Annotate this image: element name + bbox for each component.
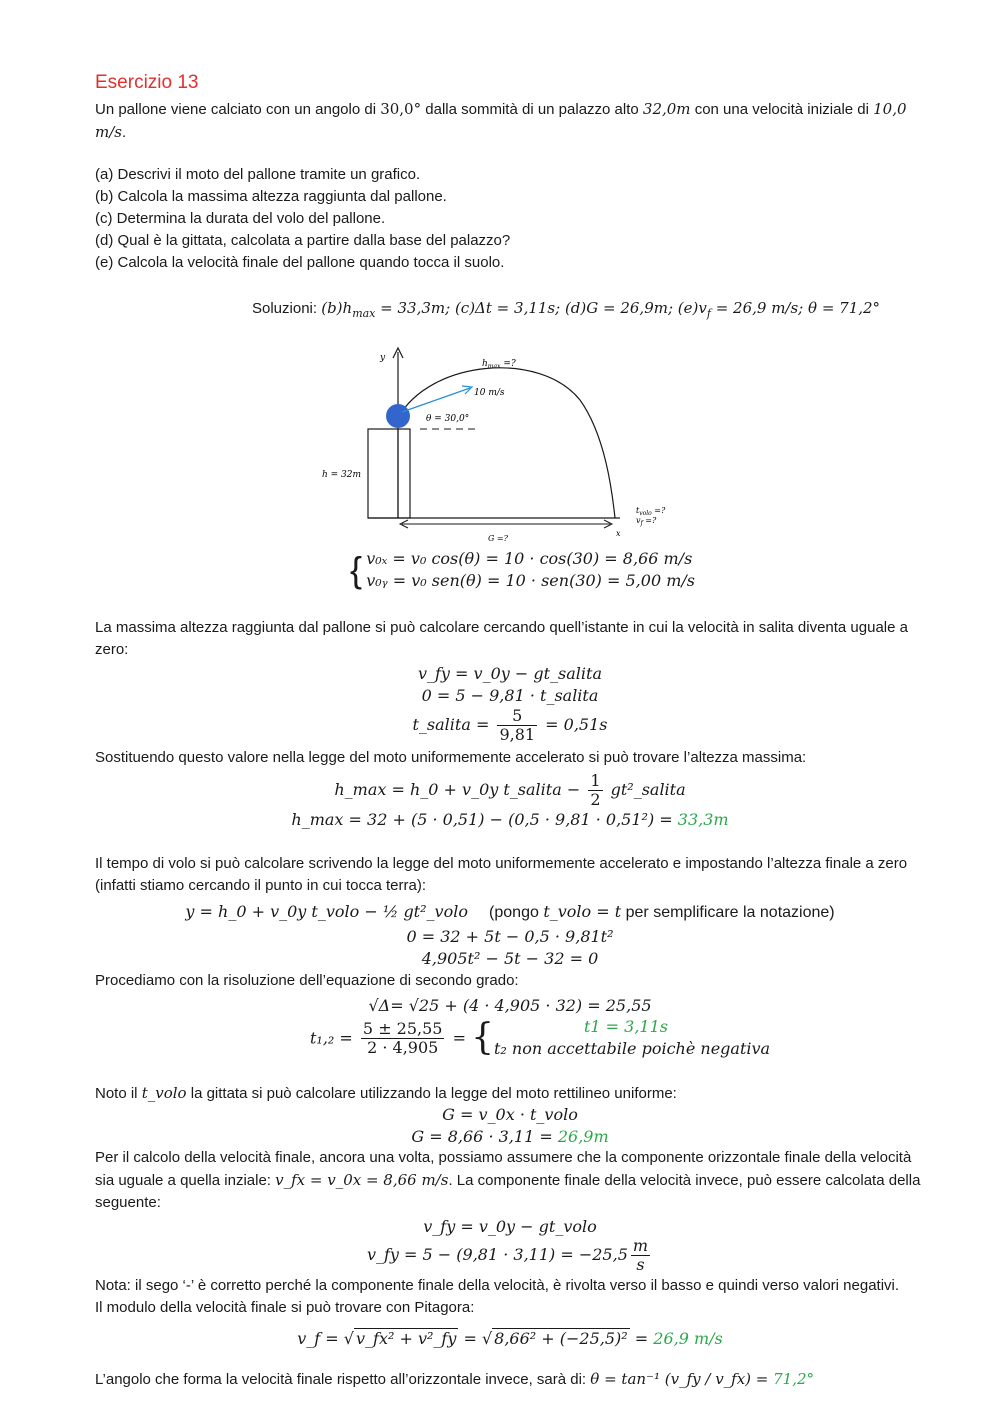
final-velocity-eq1: v_fy = v_0y − gt_volo <box>423 1217 597 1236</box>
tvolo-label: $t_{volo}$ =? <box>636 506 666 517</box>
vf-label: $v_f$ =? <box>636 516 657 527</box>
height-label: h = 32m <box>322 470 362 480</box>
question-d: (d) Qual è la gittata, calcolata a partire dalla base del palazzo? <box>95 232 511 249</box>
final-velocity-eq3: v_f = √ v_fx² + v²_fy = √ 8,66² + (−25,5)² = 26,9 m/s <box>297 1329 723 1348</box>
trajectory-diagram <box>310 340 690 550</box>
range-eq1: G = v_0x · t_volo <box>442 1105 578 1124</box>
final-velocity-note: Nota: il sego ‘-’ è corretto perché la componente finale della velocità, è rivolta verso il basso e quindi verso valori negativi. <box>95 1277 900 1294</box>
ball <box>386 404 410 428</box>
final-angle-result: 71,2° <box>773 1370 815 1388</box>
max-height-eq5: h_max = 32 + (5 · 0,51) − (0,5 · 9,81 · 0,51²) = 33,3m <box>291 810 729 829</box>
range-result: 26,9m <box>557 1127 609 1146</box>
range-intro: Noto il t_volo la gittata si può calcolare utilizzando la legge del moto rettilineo uniforme: <box>95 1084 677 1102</box>
max-height-eq1: v_fy = v_0y − gt_salita <box>417 664 603 683</box>
question-b: (b) Calcola la massima altezza raggiunta dal pallone. <box>95 188 447 205</box>
final-velocity-text2: Il modulo della velocità finale si può trovare con Pitagora: <box>95 1299 475 1316</box>
velocity-label: 10 m/s <box>474 388 505 398</box>
flight-time-eq2: 0 = 32 + 5t − 0,5 · 9,81t² <box>406 927 614 946</box>
v0y-equation: v₀ᵧ = v₀ sen(θ) = 10 · sen(30) = 5,00 m/s <box>366 571 695 590</box>
range-eq2: G = 8,66 · 3,11 = 26,9m <box>411 1127 609 1146</box>
max-height-eq3: t_salita = $\frac{5}{9,81}$ = 0,51s <box>412 706 608 744</box>
range-label: G =? <box>488 534 508 543</box>
trajectory-curve <box>398 368 615 518</box>
final-velocity-eq2: v_fy = 5 − (9,81 · 3,11) = −25,5 $\frac{m}{s}$ <box>366 1236 649 1274</box>
solutions-line: Soluzioni: $(b)h_{max} = 33,3m$; (c)Δt = 3,11s; (d)G = 26,9m; $(e)v_f = 26,9$ m/s; θ = 71,2° <box>252 299 881 320</box>
flight-time-intro: Il tempo di volo si può calcolare scrivendo la legge del moto uniformemente accelerato e impostando l’altezza finale a zero (infatti stiamo cercando il punto in cui tocca terra): <box>95 855 908 894</box>
problem-statement: Un pallone viene calciato con un angolo di 30,0° dalla sommità di un palazzo alto 32,0m con una velocità iniziale di 10,0 m/s. <box>95 100 907 141</box>
question-a: (a) Descrivi il moto del pallone tramite un grafico. <box>95 166 421 183</box>
final-velocity-result: 26,9 m/s <box>653 1329 723 1348</box>
building <box>368 429 410 518</box>
question-e: (e) Calcola la velocità finale del pallone quando tocca il suolo. <box>95 254 505 271</box>
flight-time-eq5: t₁,₂ = $\frac{5 \pm 25,55}{2 \cdot 4,905}$ = { t1 = 3,11s t₂ non accettabile poichè negativa <box>310 1017 771 1058</box>
question-c: (c) Determina la durata del volo del pallone. <box>95 210 386 227</box>
max-height-text2: Sostituendo questo valore nella legge del moto uniformemente accelerato si può trovare l’altezza massima: <box>95 749 807 766</box>
flight-time-eq3: 4,905t² − 5t − 32 = 0 <box>421 949 599 968</box>
exercise-title: Esercizio 13 <box>95 72 199 93</box>
x-axis-label: x <box>616 529 621 538</box>
flight-time-eq4: √Δ= √25 + (4 · 4,905 · 32) = 25,55 <box>368 996 652 1015</box>
hmax-label: $h_{max}$ =? <box>482 359 516 370</box>
max-height-eq4: h_max = h_0 + v_0y t_salita − $\frac{1}{2}$ gt²_salita <box>334 771 686 809</box>
max-height-intro: La massima altezza raggiunta dal pallone si può calcolare cercando quell’istante in cui la velocità in salita diventa uguale a zero: <box>95 619 908 658</box>
max-height-eq2: 0 = 5 − 9,81 · t_salita <box>421 686 599 705</box>
flight-time-text2: Procediamo con la risoluzione dell’equazione di secondo grado: <box>95 972 519 989</box>
system-brace: { <box>350 549 363 590</box>
flight-time-result: t1 = 3,11s <box>583 1017 668 1036</box>
components-system <box>350 548 750 592</box>
v0x-equation: v₀ₓ = v₀ cos(θ) = 10 · cos(30) = 8,66 m/s <box>366 549 693 568</box>
final-angle-line: L’angolo che forma la velocità finale rispetto all’orizzontale invece, sarà di: θ = tan⁻¹ (v_fy / v_fx) = 71,2° <box>95 1370 815 1388</box>
final-velocity-intro: Per il calcolo della velocità finale, ancora una volta, possiamo assumere che la componente orizzontale finale della velocità sia uguale a quella inziale: v_fx = v_0x = 8,66 m/s. La componente finale della velocità invece, può essere calcolata della seguente: <box>95 1149 921 1211</box>
angle-label: θ = 30,0° <box>426 414 470 424</box>
max-height-result: 33,3m <box>677 810 729 829</box>
y-axis-label: y <box>380 353 386 363</box>
flight-time-eq1: y = h_0 + v_0y t_volo − ½ gt²_volo (pongo t_volo = t per semplificare la notazione) <box>185 902 835 921</box>
